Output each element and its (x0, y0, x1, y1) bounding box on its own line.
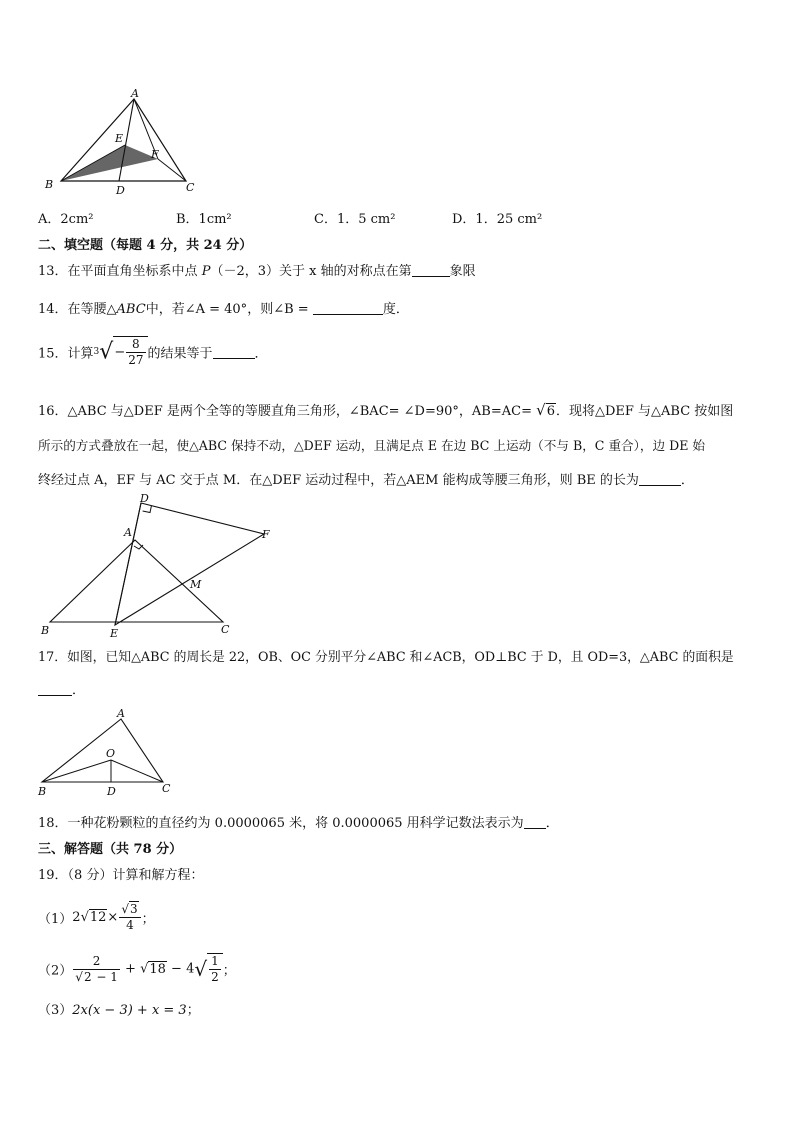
answer-blank-13[interactable] (412, 263, 450, 277)
option-b: B．1cm² (176, 212, 232, 227)
option-a: A．2cm² (38, 212, 94, 227)
answer-blank-16[interactable] (639, 472, 681, 486)
shaded-region (61, 145, 158, 181)
question-16-line-1: 16．△ABC 与△DEF 是两个全等的等腰直角三角形，∠BAC= ∠D=90°，AB=AC= √6．现将△DEF 与△ABC 按如图 (38, 401, 734, 419)
section-3-title: 三、解答题（共 78 分） (38, 842, 183, 857)
answer-blank-18[interactable] (524, 815, 546, 829)
label-B: B (45, 178, 54, 191)
label-F: F (262, 528, 270, 541)
triangle-figure-q12 (38, 88, 208, 200)
label-A: A (124, 526, 132, 539)
question-15: 15．计算3√− $\frac{8}{27}$ 的结果等于 ． (38, 337, 268, 367)
label-M: M (190, 578, 202, 591)
label-D: D (116, 184, 125, 197)
label-B: B (38, 785, 47, 798)
label-A: A (117, 707, 125, 720)
section-2-title: 二、填空题（每题 4 分，共 24 分） (38, 238, 253, 253)
answer-blank-15[interactable] (213, 345, 255, 359)
answer-blank-14[interactable] (313, 301, 383, 315)
question-16-line-3: 终经过点 A，EF 与 AC 交于点 M．在△DEF 运动过程中，若△AEM 能构成等腰三角形，则 BE 的长为 ． (38, 473, 694, 488)
question-18: 18．一种花粉颗粒的直径约为 0.0000065 米，将 0.0000065 用科学记数法表示为 ． (38, 816, 559, 831)
label-B: B (41, 624, 50, 637)
option-c: C．1．5 cm² (314, 212, 396, 227)
question-16-line-2: 所示的方式叠放在一起，使△ABC 保持不动，△DEF 运动，且满足点 E 在边 BC 上运动（不与 B，C 重合），边 DE 始 (38, 438, 706, 453)
label-E: E (115, 132, 124, 145)
label-E: E (110, 627, 119, 640)
label-C: C (162, 782, 171, 795)
question-19-part-3: （3）2x(x − 3) + x = 3； (38, 1003, 200, 1018)
question-14: 14．在等腰△ABC中，若∠A = 40°，则∠B = 度． (38, 302, 409, 317)
label-C: C (186, 181, 195, 194)
label-C: C (221, 623, 230, 636)
triangles-figure-q16 (38, 490, 288, 640)
label-F: F (151, 148, 159, 161)
triangle-figure-q17 (36, 704, 186, 800)
label-D: D (107, 785, 116, 798)
question-17-line-2: ． (38, 679, 85, 698)
option-d: D．1．25 cm² (452, 212, 543, 227)
question-13: 13．在平面直角坐标系中点 P（－2，3）关于 x 轴的对称点在第 象限 (38, 264, 476, 279)
question-19-part-2: （2） $\frac{2}{√2 - 1}$ + √18 − 4√ $\frac{1}{2}$ ； (38, 953, 236, 984)
answer-blank-17[interactable] (38, 682, 72, 696)
question-17-line-1: 17．如图，已知△ABC 的周长是 22，OB、OC 分别平分∠ABC 和∠ACB，OD⊥BC 于 D，且 OD=3，△ABC 的面积是 (38, 650, 734, 665)
label-O: O (106, 747, 116, 760)
question-19-title: 19．（8 分）计算和解方程： (38, 868, 204, 883)
label-A: A (131, 88, 139, 100)
question-19-part-1: （1）2√12× $\frac{√3}{4}$ ； (38, 902, 155, 932)
label-D: D (140, 492, 149, 505)
